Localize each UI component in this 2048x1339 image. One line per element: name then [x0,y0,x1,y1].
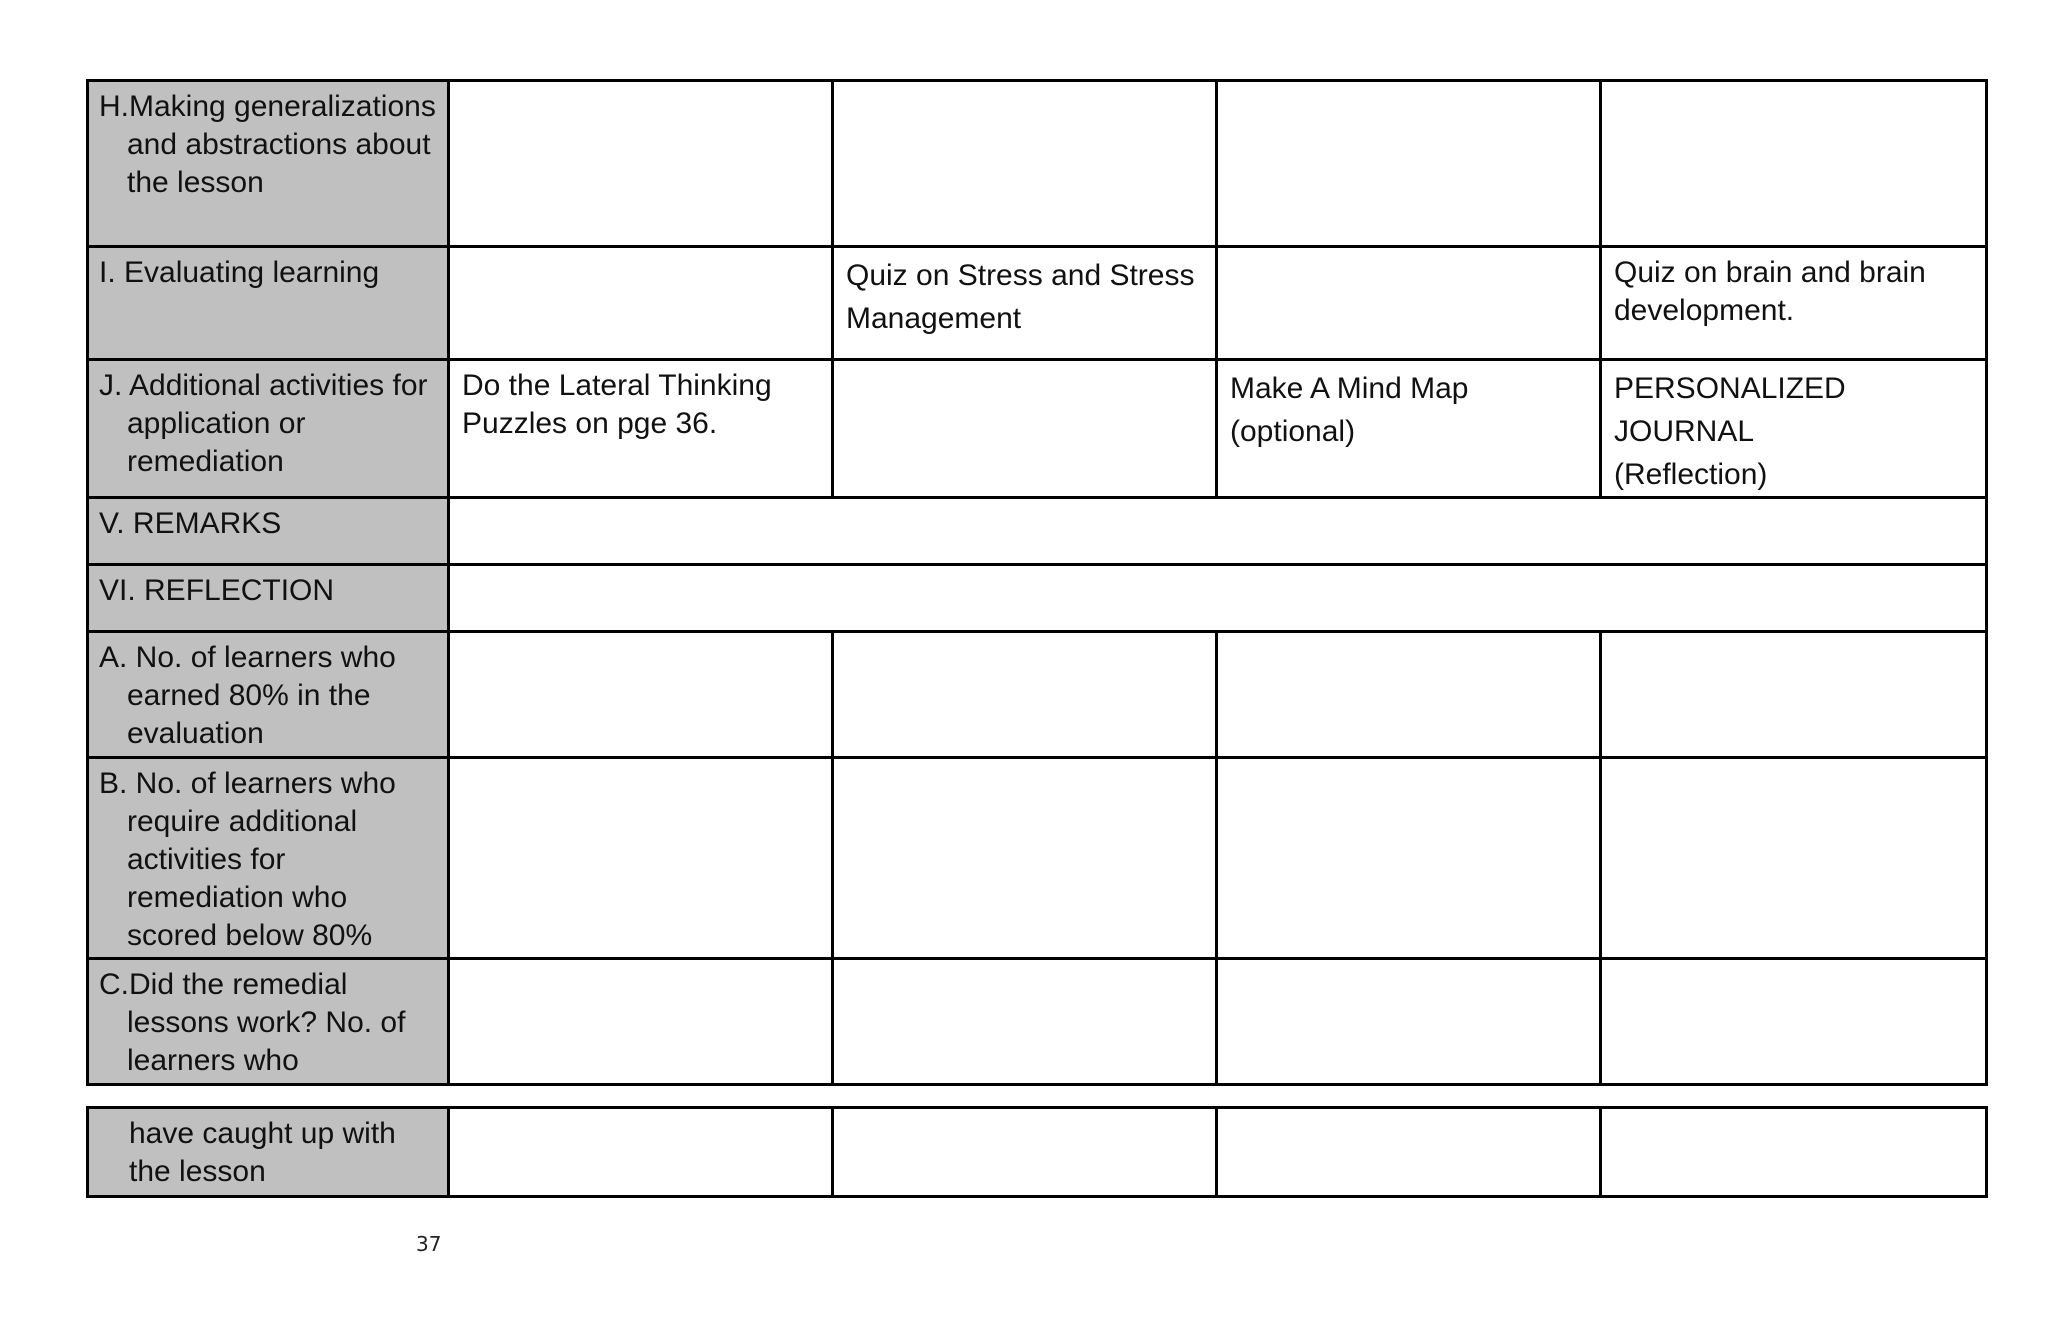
day-cell[interactable] [449,758,833,959]
row-label-cell [88,632,449,758]
day-cell[interactable] [449,81,833,247]
cell-text: Make A Mind Map (optional) [1230,372,1469,448]
cell-text [450,248,831,254]
row-label: V. REMARKS [99,507,282,540]
cell-text [1602,1109,1985,1115]
row-generalizations [88,81,1987,247]
day-cell[interactable] [1217,758,1601,959]
cell-text: PERSONALIZED JOURNAL (Reflection) [1614,372,1846,491]
day-cell[interactable] [1601,81,1987,247]
day-cell[interactable] [449,632,833,758]
row-caught-up [88,1108,1987,1197]
cell-text [1218,633,1599,639]
row-remarks [88,498,1987,565]
day-cell[interactable] [1601,360,1987,498]
cell-text [450,759,831,765]
cell-text [834,759,1215,765]
cell-text [1218,759,1599,765]
row-additional-activities [88,360,1987,498]
day-cell[interactable] [449,360,833,498]
row-label: VI. REFLECTION [99,574,335,607]
day-cell[interactable] [1601,758,1987,959]
cell-text [834,361,1215,367]
cell-text [450,566,1985,572]
day-cell[interactable] [833,632,1217,758]
day-cell[interactable] [449,247,833,360]
row-label: B. No. of learners who require additional activities for remediation who scored below 80% [99,767,396,952]
row-label: have caught up with the lesson [129,1117,396,1188]
row-label: H.Making generalizations and abstractions about the lesson [99,90,436,199]
lesson-log-table-continued [86,1106,1988,1198]
cell-text: Quiz on Stress and Stress Management [846,259,1195,335]
cell-text [834,82,1215,88]
row-label-cell [88,1108,449,1197]
lesson-log-table [86,79,1988,1086]
cell-text [1602,82,1985,88]
cell-text [450,499,1985,505]
day-cell[interactable] [1217,247,1601,360]
cell-text: Quiz on brain and brain development. [1614,256,1926,327]
day-cell[interactable] [1217,632,1601,758]
cell-text [1218,960,1599,966]
remarks-cell[interactable] [449,498,1987,565]
cell-text [450,82,831,88]
day-cell[interactable] [833,959,1217,1085]
cell-text [1602,633,1985,639]
cell-text [450,1109,831,1115]
cell-text [1218,248,1599,254]
day-cell[interactable] [1601,632,1987,758]
row-evaluating-learning [88,247,1987,360]
row-label-cell [88,360,449,498]
page-number: 37 [416,1232,442,1256]
cell-text [1218,1109,1599,1115]
cell-text: Do the Lateral Thinking Puzzles on pge 36. [462,369,772,440]
day-cell[interactable] [1217,360,1601,498]
cell-text [834,960,1215,966]
day-cell[interactable] [833,81,1217,247]
row-label: C.Did the remedial lessons work? No. of learners who [99,968,406,1077]
day-cell[interactable] [833,247,1217,360]
reflection-cell[interactable] [449,565,1987,632]
day-cell[interactable] [833,758,1217,959]
cell-text [450,633,831,639]
day-cell[interactable] [833,360,1217,498]
row-label: I. Evaluating learning [99,256,380,289]
row-label: A. No. of learners who earned 80% in the evaluation [99,641,396,750]
cell-text [1602,960,1985,966]
day-cell[interactable] [1601,1108,1987,1197]
day-cell[interactable] [449,959,833,1085]
day-cell[interactable] [833,1108,1217,1197]
row-label: J. Additional activities for application or remediation [99,369,428,478]
cell-text [450,960,831,966]
cell-text [834,633,1215,639]
row-label-cell [88,247,449,360]
row-label-cell [88,959,449,1085]
cell-text [1602,759,1985,765]
day-cell[interactable] [449,1108,833,1197]
row-remedial-lessons-work [88,959,1987,1085]
row-label-cell [88,81,449,247]
row-label-cell [88,565,449,632]
day-cell[interactable] [1217,81,1601,247]
cell-text [1218,82,1599,88]
day-cell[interactable] [1217,959,1601,1085]
row-label-cell [88,498,449,565]
day-cell[interactable] [1601,247,1987,360]
row-learners-earned-80 [88,632,1987,758]
day-cell[interactable] [1601,959,1987,1085]
row-label-cell [88,758,449,959]
cell-text [834,1109,1215,1115]
day-cell[interactable] [1217,1108,1601,1197]
row-reflection [88,565,1987,632]
row-learners-require-remediation [88,758,1987,959]
